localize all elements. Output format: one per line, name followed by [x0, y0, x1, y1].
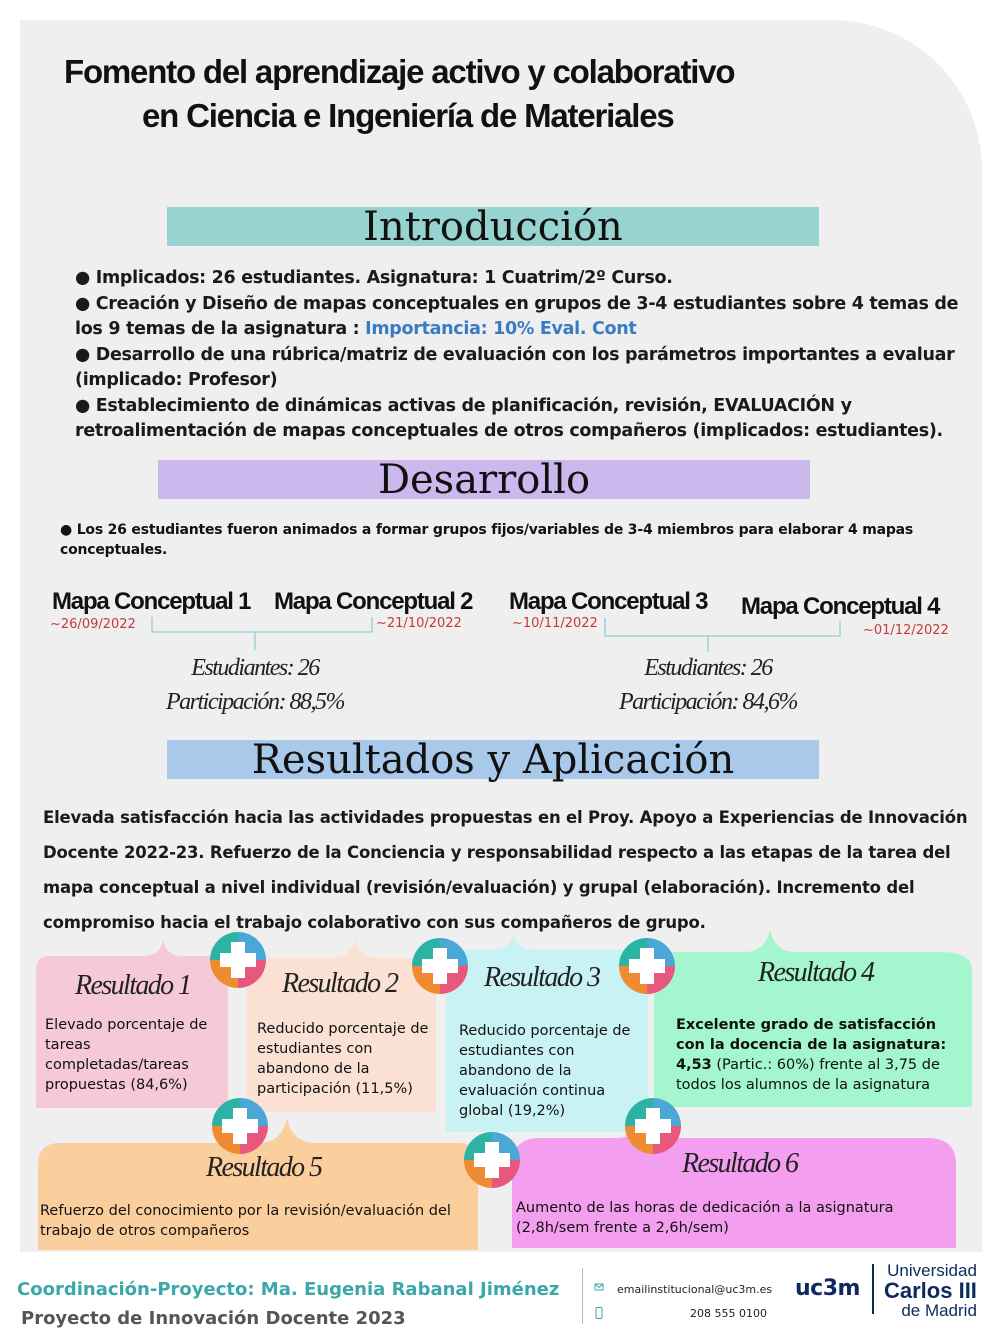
stat-students-1: Estudiantes: 26	[191, 655, 319, 681]
result-text-2: Reducido porcentaje de estudiantes con abandono de la participación (11,5%)	[257, 1021, 429, 1097]
mapa-date-3: ~10/11/2022	[512, 616, 598, 631]
mapa-date-4: ~01/12/2022	[863, 623, 949, 638]
uc3m-logo: uc3m	[795, 1276, 860, 1301]
desarrollo-bullet: ● Los 26 estudiantes fueron animados a formar grupos fijos/variables de 3-4 miembros para elaborar 4 mapas conceptuales.	[60, 522, 914, 558]
bracket-left	[152, 617, 372, 650]
section-header-desarrollo: Desarrollo	[158, 460, 810, 499]
footer-phone: 208 555 0100	[690, 1307, 767, 1320]
univ-line-2: Carlos III	[884, 1278, 977, 1303]
result-title-4: Resultado 4	[758, 957, 874, 988]
stat-participation-1: Participación: 88,5%	[166, 689, 344, 715]
section-header-introduccion: Introducción	[167, 207, 819, 246]
result-text-4-rest: (Partic.: 60%) frente al 3,75 de todos los alumnos de la asignatura	[676, 1057, 940, 1093]
stat-participation-2: Participación: 84,6%	[619, 689, 797, 715]
intro-bullet-1: ● Implicados: 26 estudiantes. Asignatura: 1 Cuatrim/2º Curso.	[75, 268, 673, 288]
medical-cross-icon-3	[619, 938, 675, 994]
univ-line-3: de Madrid	[901, 1301, 977, 1320]
result-text-5: Refuerzo del conocimiento por la revisión/evaluación del trabajo de otros compañeros	[40, 1203, 451, 1239]
title-line-1: Fomento del aprendizaje activo y colaborativo	[64, 53, 735, 90]
intro-bullet-2-text: ● Creación y Diseño de mapas conceptuales en grupos de 3-4 estudiantes sobre 4 temas de los 9 temas de la asignatura :	[75, 293, 959, 339]
result-title-5: Resultado 5	[206, 1152, 322, 1183]
result-text-1: Elevado porcentaje de tareas completadas/tareas propuestas (84,6%)	[45, 1017, 208, 1093]
resultados-paragraph: Elevada satisfacción hacia las actividades propuestas en el Proy. Apoyo a Experiencias de Innovación Docente 2022-23. Refuerzo de la Conciencia y responsabilidad respecto a las etapas de la tarea del mapa conceptual a nivel individual (revisión/evaluación) y grupal (elaboración). Incremento del compromiso hacia el trabajo colaborativo con sus compañeros de grupo.	[43, 808, 968, 932]
intro-bullet-2-highlight: Importancia: 10% Eval. Cont	[365, 319, 637, 339]
univ-line-1: Universidad	[887, 1261, 977, 1280]
bracket-right	[605, 618, 840, 652]
footer-divider-1	[582, 1268, 583, 1324]
result-text-6: Aumento de las horas de dedicación a la asignatura (2,8h/sem frente a 2,6h/sem)	[516, 1200, 894, 1236]
intro-bullet-4: ● Establecimiento de dinámicas activas de planificación, revisión, EVALUACIÓN y retroalimentación de mapas conceptuales de otros compañeros (implicados: estudiantes).	[75, 395, 943, 441]
footer-coordination: Coordinación-Proyecto: Ma. Eugenia Rabanal Jiménez	[17, 1279, 560, 1300]
medical-cross-icon-1	[210, 932, 266, 988]
intro-bullet-3: ● Desarrollo de una rúbrica/matriz de evaluación con los parámetros importantes a evaluar (implicado: Profesor)	[75, 344, 955, 390]
footer-email[interactable]: emailinstitucional@uc3m.es	[617, 1283, 773, 1296]
phone-icon	[595, 1307, 603, 1319]
mapa-date-1: ~26/09/2022	[50, 617, 136, 632]
mapa-conceptual-2: Mapa Conceptual 2	[274, 588, 473, 615]
section-header-resultados: Resultados y Aplicación	[167, 740, 819, 779]
result-text-3: Reducido porcentaje de estudiantes con abandono de la evaluación continua global (19,2%)	[459, 1023, 631, 1119]
title-line-2: en Ciencia e Ingeniería de Materiales	[142, 97, 674, 134]
email-icon	[594, 1282, 604, 1292]
result-title-6: Resultado 6	[682, 1148, 798, 1179]
mapa-conceptual-4: Mapa Conceptual 4	[741, 593, 940, 620]
medical-cross-icon-5	[464, 1132, 520, 1188]
footer-divider-2	[872, 1264, 874, 1314]
university-name	[884, 1262, 977, 1320]
result-text-4-bold: Excelente grado de satisfacción con la docencia de la asignatura: 4,53	[676, 1017, 947, 1073]
result-text-4	[676, 1015, 966, 1095]
footer-project: Proyecto de Innovación Docente 2023	[21, 1308, 406, 1329]
result-title-2: Resultado 2	[282, 968, 398, 999]
mapa-conceptual-3: Mapa Conceptual 3	[509, 588, 708, 615]
result-title-3: Resultado 3	[484, 962, 600, 993]
mapa-date-2: ~21/10/2022	[376, 616, 462, 631]
medical-cross-icon-2	[412, 938, 468, 994]
stat-students-2: Estudiantes: 26	[644, 655, 772, 681]
result-title-1: Resultado 1	[75, 970, 191, 1001]
mapa-conceptual-1: Mapa Conceptual 1	[52, 588, 251, 615]
medical-cross-icon-4	[212, 1098, 268, 1154]
